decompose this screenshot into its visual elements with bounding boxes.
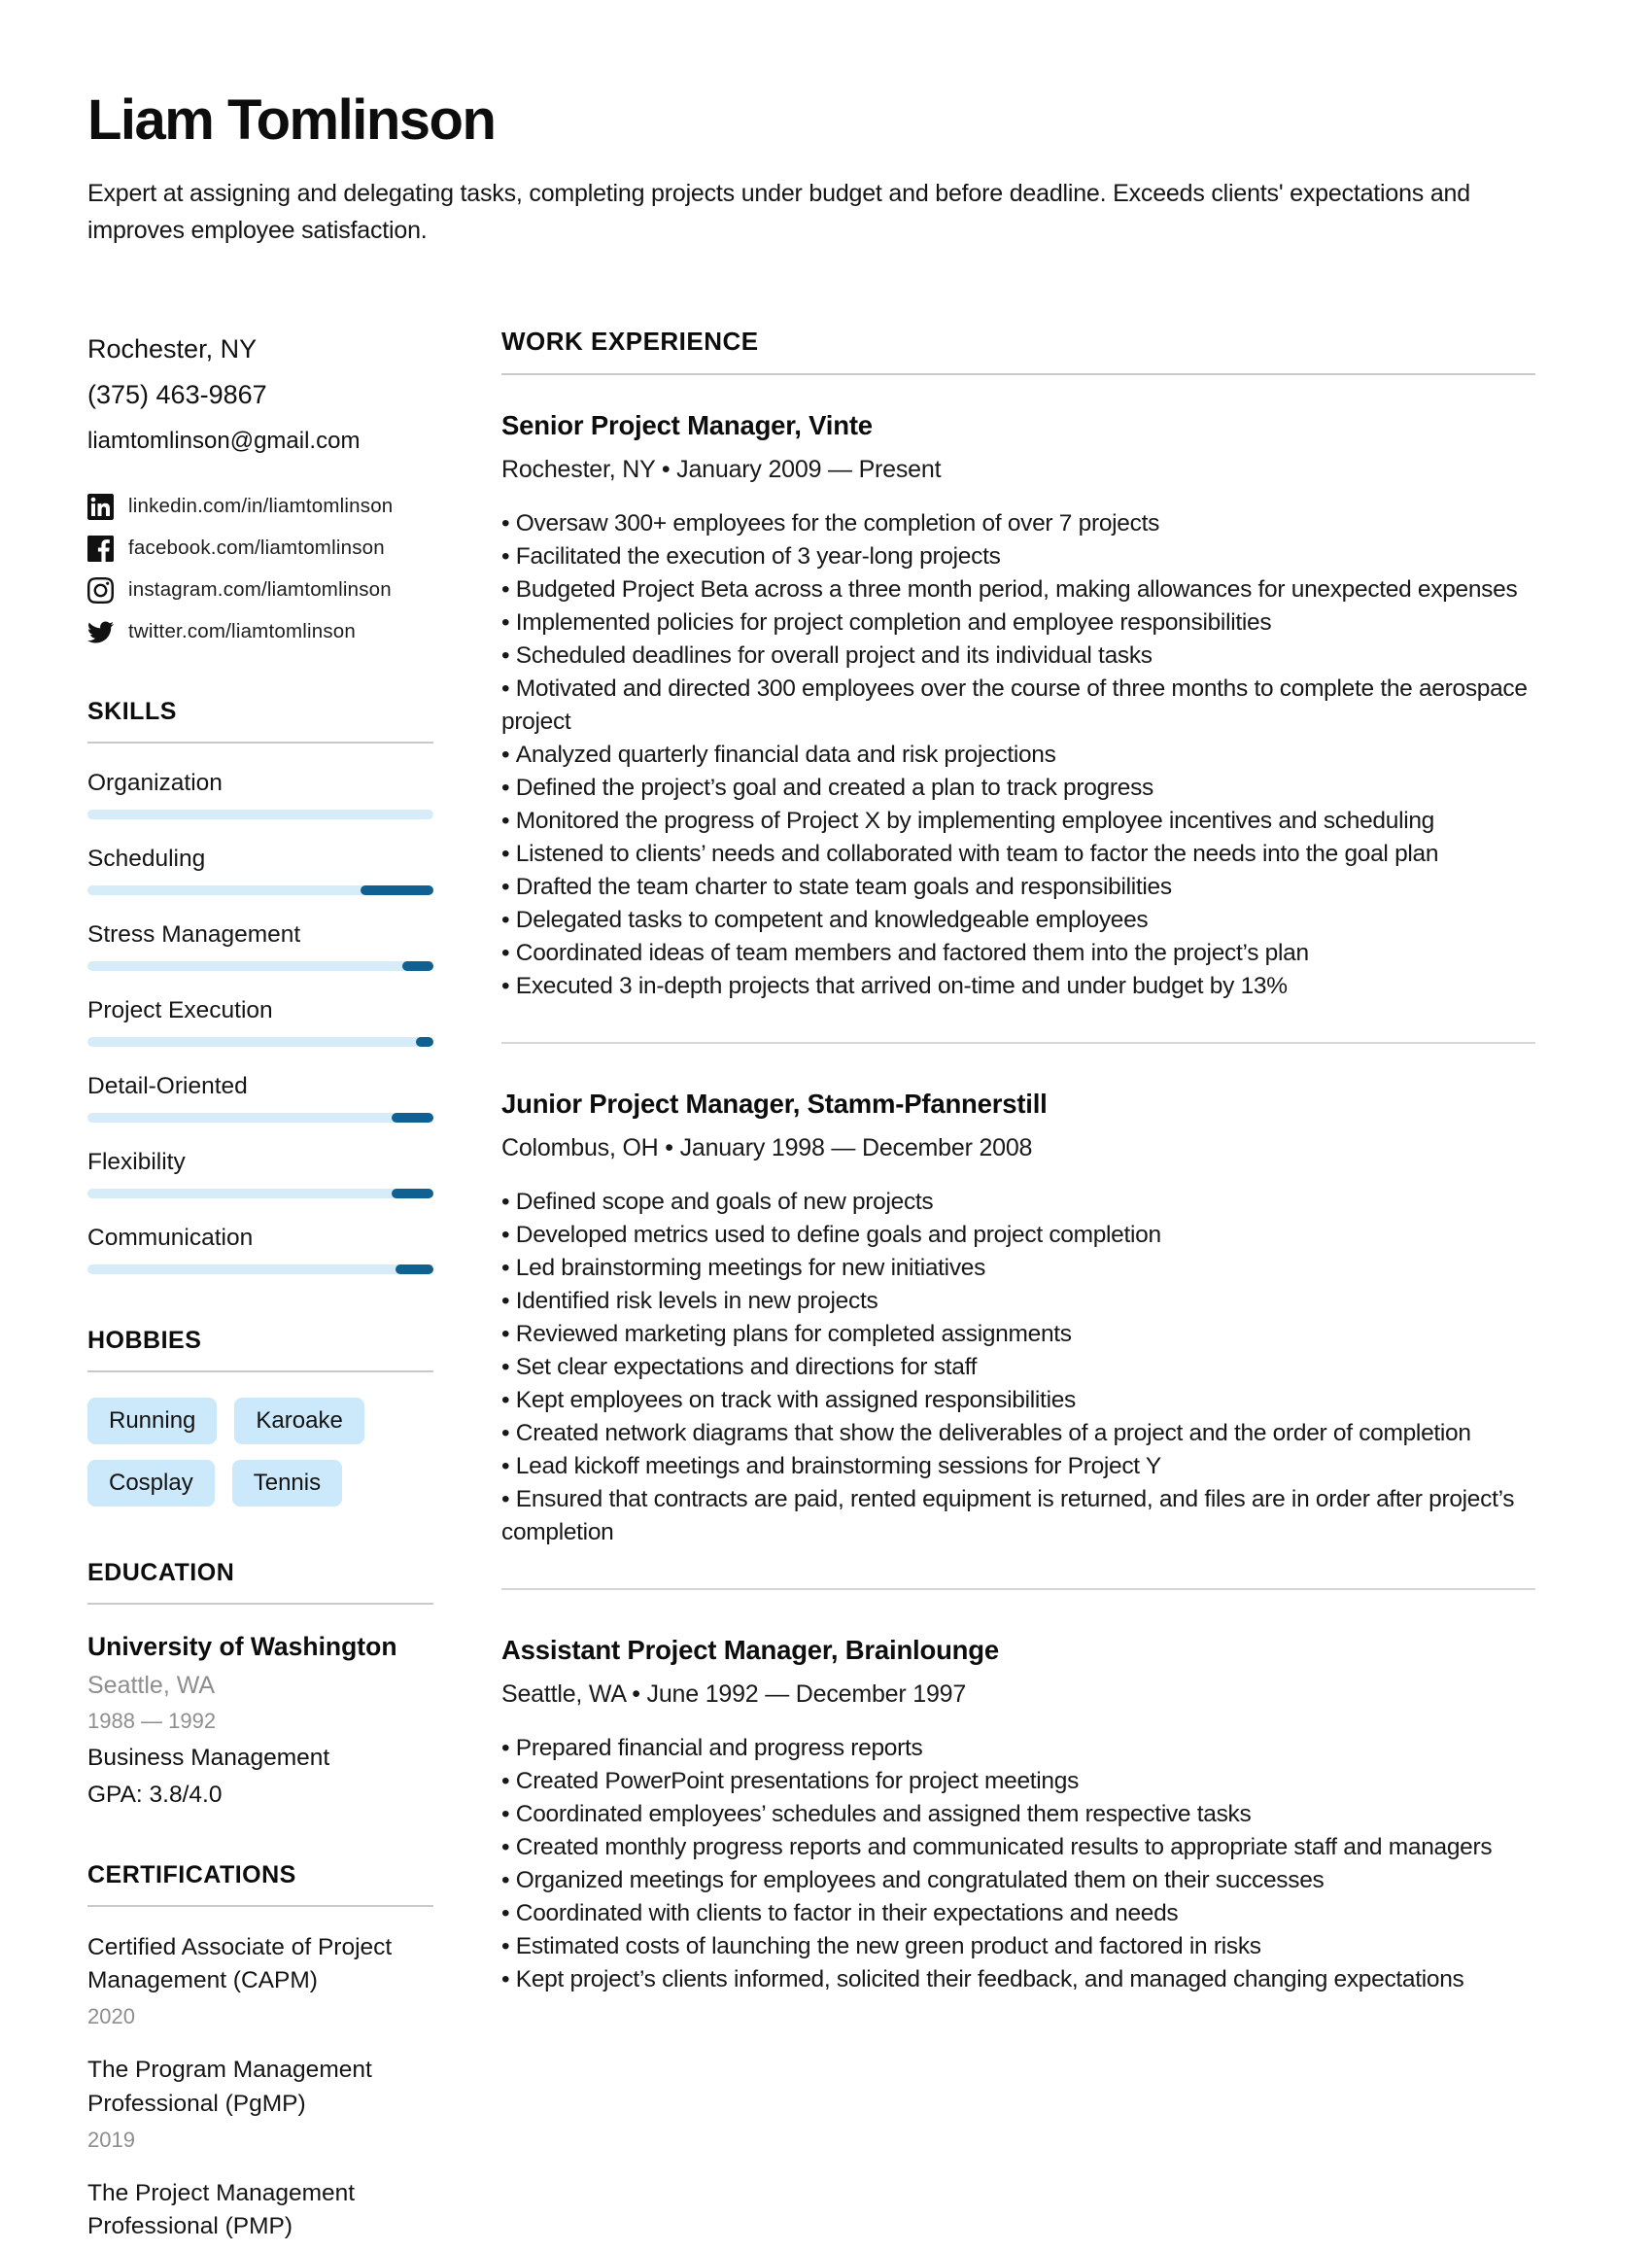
job-bullet: • Estimated costs of launching the new green product and factored in risks bbox=[501, 1930, 1535, 1963]
job-bullet: • Prepared financial and progress reports bbox=[501, 1732, 1535, 1765]
hobbies-section bbox=[87, 1327, 433, 1506]
job-meta: Rochester, NY • January 2009 — Present bbox=[501, 455, 942, 483]
job-bullet: • Budgeted Project Beta across a three month period, making allowances for unexpected expenses bbox=[501, 573, 1535, 606]
job-bullet-list bbox=[501, 1732, 1535, 1996]
twitter-icon bbox=[87, 619, 114, 645]
job-bullet: • Defined the project’s goal and created a plan to track progress bbox=[501, 772, 1535, 805]
certifications-list bbox=[87, 1931, 433, 2244]
facebook-url: facebook.com/liamtomlinson bbox=[128, 537, 385, 560]
skill-bar bbox=[87, 1189, 433, 1198]
contact-location: Rochester, NY bbox=[87, 333, 258, 364]
skill-label: Project Execution bbox=[87, 996, 273, 1023]
skill-level-segment bbox=[396, 1264, 433, 1274]
skill-level-segment bbox=[402, 961, 433, 971]
job-title: Junior Project Manager, Stamm-Pfannerstill bbox=[501, 1088, 1048, 1119]
education-location: Seattle, WA bbox=[87, 1671, 216, 1699]
job-bullet: • Led brainstorming meetings for new initiatives bbox=[501, 1252, 1535, 1285]
linkedin-url: linkedin.com/in/liamtomlinson bbox=[128, 495, 394, 518]
social-row-instagram bbox=[87, 577, 433, 604]
hobby-tag: Karoake bbox=[234, 1398, 363, 1444]
certification-name: Certified Associate of Project Management (CAPM) bbox=[87, 1933, 393, 1994]
job-bullet: • Scheduled deadlines for overall project and its individual tasks bbox=[501, 640, 1535, 673]
education-degree: Business Management bbox=[87, 1744, 330, 1771]
education-school: University of Washington bbox=[87, 1631, 397, 1661]
skill-bar bbox=[87, 1264, 433, 1274]
job-bullet: • Reviewed marketing plans for completed assignments bbox=[501, 1318, 1535, 1351]
education-dates: 1988 — 1992 bbox=[87, 1708, 217, 1733]
instagram-icon bbox=[87, 577, 114, 604]
certifications-section bbox=[87, 1861, 433, 2244]
skill-bar bbox=[87, 1037, 433, 1047]
sidebar bbox=[87, 327, 433, 2251]
social-row-linkedin bbox=[87, 494, 433, 520]
certification-year: 2020 bbox=[87, 2004, 135, 2029]
contact-email: liamtomlinson@gmail.com bbox=[87, 427, 361, 454]
certifications-heading: CERTIFICATIONS bbox=[87, 1861, 433, 1907]
job-bullet: • Listened to clients’ needs and collaborated with team to factor the needs into the goal plan bbox=[501, 838, 1535, 871]
job-meta: Colombus, OH • January 1998 — December 2008 bbox=[501, 1133, 1033, 1161]
certification-year: 2019 bbox=[87, 2127, 135, 2152]
skill-label: Scheduling bbox=[87, 845, 206, 872]
linkedin-icon bbox=[87, 494, 114, 520]
job-bullet: • Kept employees on track with assigned responsibilities bbox=[501, 1384, 1535, 1417]
skill-label: Organization bbox=[87, 769, 223, 796]
job-bullet: • Facilitated the execution of 3 year-long projects bbox=[501, 540, 1535, 573]
job-bullet: • Created PowerPoint presentations for project meetings bbox=[501, 1765, 1535, 1798]
job-title: Assistant Project Manager, Brainlounge bbox=[501, 1634, 999, 1665]
skills-heading: SKILLS bbox=[87, 698, 433, 744]
job-entry-junior-project-manager bbox=[501, 1042, 1535, 1549]
job-bullet: • Created monthly progress reports and communicated results to appropriate staff and managers bbox=[501, 1831, 1535, 1864]
education-gpa: GPA: 3.8/4.0 bbox=[87, 1781, 223, 1808]
social-row-facebook bbox=[87, 536, 433, 562]
skill-level-segment bbox=[361, 885, 433, 895]
skill-label: Detail-Oriented bbox=[87, 1072, 248, 1099]
skill-item bbox=[87, 997, 433, 1047]
skill-label: Flexibility bbox=[87, 1148, 186, 1175]
skill-level-segment bbox=[392, 1113, 433, 1123]
job-bullet: • Set clear expectations and directions for staff bbox=[501, 1351, 1535, 1384]
hobbies-heading: HOBBIES bbox=[87, 1327, 433, 1372]
certification-name: The Project Management Professional (PMP) bbox=[87, 2179, 356, 2240]
certification-name: The Program Management Professional (PgMP) bbox=[87, 2057, 372, 2117]
skill-item bbox=[87, 846, 433, 895]
social-row-twitter bbox=[87, 619, 433, 645]
job-bullet: • Developed metrics used to define goals and project completion bbox=[501, 1219, 1535, 1252]
skill-item bbox=[87, 1073, 433, 1123]
skill-item bbox=[87, 770, 433, 819]
job-bullet: • Drafted the team charter to state team goals and responsibilities bbox=[501, 871, 1535, 904]
content-columns bbox=[87, 327, 1535, 2251]
main-column bbox=[501, 327, 1535, 2251]
hobby-tag: Running bbox=[87, 1398, 217, 1444]
skill-item bbox=[87, 1149, 433, 1198]
education-heading: EDUCATION bbox=[87, 1559, 433, 1605]
social-links bbox=[87, 494, 433, 645]
education-section bbox=[87, 1559, 433, 1809]
facebook-icon bbox=[87, 536, 114, 562]
job-bullet: • Ensured that contracts are paid, rented equipment is returned, and files are in order after project’s completion bbox=[501, 1483, 1535, 1549]
hobby-tag: Cosplay bbox=[87, 1460, 215, 1506]
job-bullet-list bbox=[501, 1186, 1535, 1549]
candidate-name: Liam Tomlinson bbox=[87, 88, 496, 152]
job-entry-assistant-project-manager bbox=[501, 1588, 1535, 1996]
job-bullet: • Motivated and directed 300 employees over the course of three months to complete the aerospace project bbox=[501, 673, 1535, 739]
skill-level-segment bbox=[392, 1189, 433, 1198]
job-bullet: • Coordinated employees’ schedules and assigned them respective tasks bbox=[501, 1798, 1535, 1831]
skill-bar bbox=[87, 961, 433, 971]
job-bullet: • Implemented policies for project completion and employee responsibilities bbox=[501, 606, 1535, 640]
job-bullet-list bbox=[501, 507, 1535, 1003]
skill-item bbox=[87, 1225, 433, 1274]
job-title: Senior Project Manager, Vinte bbox=[501, 409, 873, 440]
job-meta: Seattle, WA • June 1992 — December 1997 bbox=[501, 1680, 967, 1708]
job-bullet: • Created network diagrams that show the deliverables of a project and the order of completion bbox=[501, 1417, 1535, 1450]
skills-section bbox=[87, 698, 433, 1274]
job-bullet: • Oversaw 300+ employees for the completion of over 7 projects bbox=[501, 507, 1535, 540]
skill-label: Communication bbox=[87, 1224, 254, 1251]
skill-level-segment bbox=[416, 1037, 433, 1047]
skill-bar bbox=[87, 1113, 433, 1123]
skill-item bbox=[87, 921, 433, 971]
summary-text: Expert at assigning and delegating tasks, completing projects under budget and before deadline. Exceeds clients' expectations and improves employee satisfaction. bbox=[87, 179, 1470, 244]
job-bullet: • Kept project’s clients informed, solicited their feedback, and managed changing expectations bbox=[501, 1963, 1535, 1996]
skill-bar bbox=[87, 885, 433, 895]
job-bullet: • Organized meetings for employees and congratulated them on their successes bbox=[501, 1864, 1535, 1897]
twitter-url: twitter.com/liamtomlinson bbox=[128, 620, 356, 643]
certification-item bbox=[87, 1931, 433, 2030]
job-bullet: • Defined scope and goals of new projects bbox=[501, 1186, 1535, 1219]
skills-list bbox=[87, 770, 433, 1274]
job-bullet: • Coordinated with clients to factor in their expectations and needs bbox=[501, 1897, 1535, 1930]
job-bullet: • Lead kickoff meetings and brainstorming sessions for Project Y bbox=[501, 1450, 1535, 1483]
certification-item bbox=[87, 2177, 433, 2244]
contact-phone: (375) 463-9867 bbox=[87, 379, 267, 409]
hobbies-list bbox=[87, 1398, 408, 1506]
job-bullet: • Monitored the progress of Project X by implementing employee incentives and scheduling bbox=[501, 805, 1535, 838]
job-bullet: • Identified risk levels in new projects bbox=[501, 1285, 1535, 1318]
instagram-url: instagram.com/liamtomlinson bbox=[128, 578, 392, 602]
job-bullet: • Analyzed quarterly financial data and risk projections bbox=[501, 739, 1535, 772]
job-bullet: • Executed 3 in-depth projects that arrived on-time and under budget by 13% bbox=[501, 970, 1535, 1003]
skill-label: Stress Management bbox=[87, 920, 301, 948]
hobby-tag: Tennis bbox=[232, 1460, 342, 1506]
job-bullet: • Delegated tasks to competent and knowledgeable employees bbox=[501, 904, 1535, 937]
skill-bar bbox=[87, 810, 433, 819]
job-bullet: • Coordinated ideas of team members and factored them into the project’s plan bbox=[501, 937, 1535, 970]
job-entry-senior-project-manager bbox=[501, 375, 1535, 1003]
work-experience-heading: WORK EXPERIENCE bbox=[501, 327, 1535, 375]
